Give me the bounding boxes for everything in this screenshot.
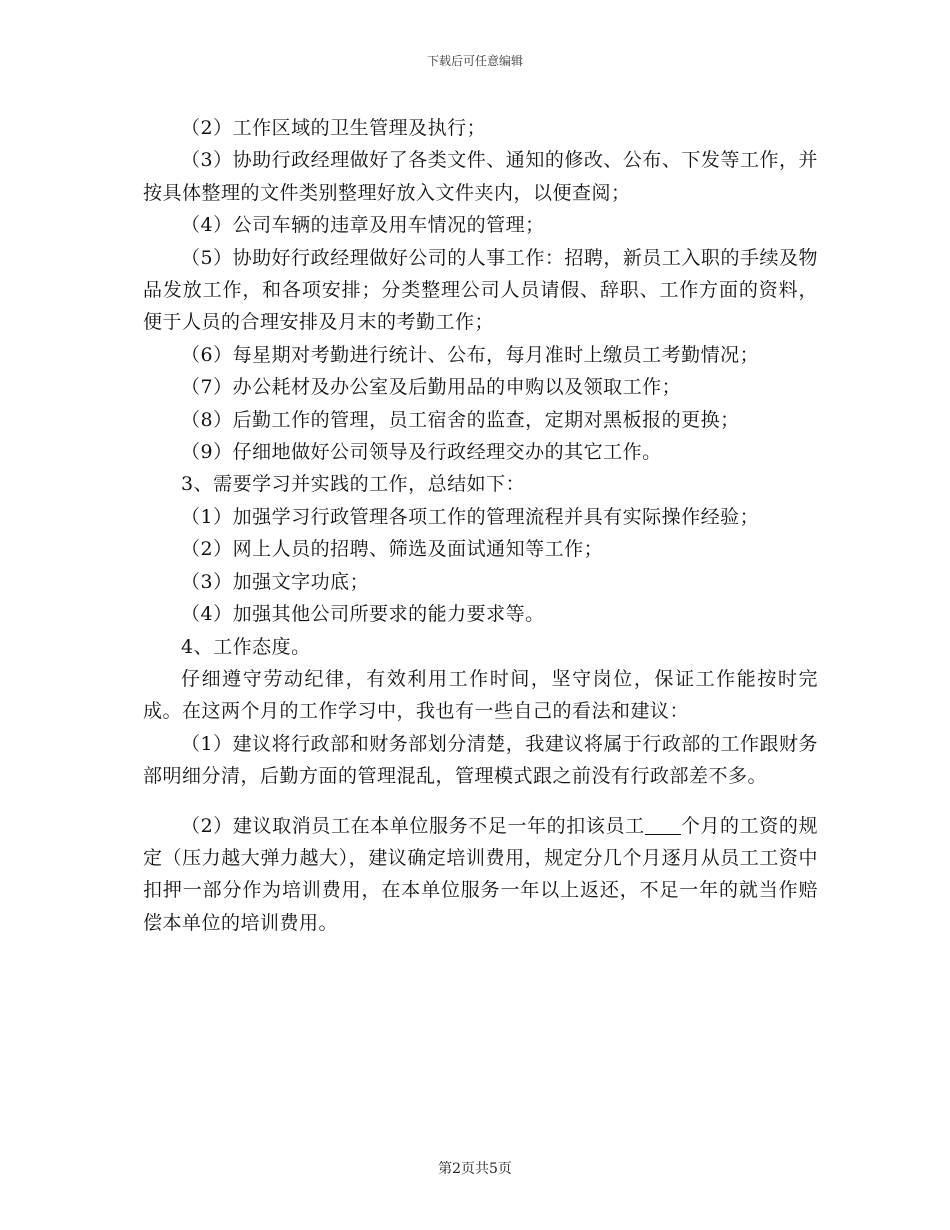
paragraph-item-8: （8）后勤工作的管理，员工宿舍的监查，定期对黑板报的更换； [181, 408, 740, 431]
paragraph-item-4: （4）公司车辆的违章及用车情况的管理； [181, 214, 545, 237]
suggestion-text-after: 个月的工资的规定（压力越大弹力越大），建议确定培训费用，规定分几个月逐月从员工工资中扣押一部分作为培训费用，在本单位服务一年以上返还，不足一年的就当作赔偿本单位的培训费用。 [143, 814, 818, 934]
study-item-4: （4）加强其他公司所要求的能力要求等。 [181, 603, 545, 626]
page-number: 第2页共5页 [438, 1161, 512, 1177]
paragraph-item-7: （7）办公耗材及办公室及后勤用品的申购以及领取工作； [181, 376, 682, 399]
document-body [143, 112, 818, 939]
study-item-2: （2）网上人员的招聘、筛选及面试通知等工作； [181, 538, 604, 561]
study-item-3: （3）加强文字功底； [181, 570, 370, 593]
suggestion-text-before: （2）建议取消员工在本单位服务不足一年的扣该员工 [181, 814, 645, 837]
paragraph-item-9: （9）仔细地做好公司领导及行政经理交办的其它工作。 [181, 441, 662, 464]
paragraph-item-3: （3）协助行政经理做好了各类文件、通知的修改、公布、下发等工作，并按具体整理的文件类别整理好放入文件夹内，以便查阅； [143, 149, 818, 204]
fill-in-blank [645, 816, 681, 835]
section-heading-4: 4、工作态度。 [181, 635, 311, 658]
suggestion-item-1: （1）建议将行政部和财务部划分清楚，我建议将属于行政部的工作跟财务部明细分清，后勤方面的管理混乱，管理模式跟之前没有行政部差不多。 [143, 732, 818, 788]
study-item-1: （1）加强学习行政管理各项工作的管理流程并具有实际操作经验； [181, 505, 760, 528]
paragraph-item-6: （6）每星期对考勤进行统计、公布，每月准时上缴员工考勤情况； [181, 343, 760, 366]
page-header: 下载后可任意编辑 [426, 54, 523, 68]
paragraph-item-2: （2）工作区域的卫生管理及执行； [181, 117, 487, 139]
suggestion-item-2 [143, 810, 818, 940]
paragraph-item-5: （5）协助好行政经理做好公司的人事工作：招聘，新员工入职的手续及物品发放工作，和各项安排；分类整理公司人员请假、辞职、工作方面的资料，便于人员的合理安排及月末的考勤工作； [143, 246, 818, 334]
attitude-paragraph: 仔细遵守劳动纪律，有效利用工作时间，坚守岗位，保证工作能按时完成。在这两个月的工作学习中，我也有一些自己的看法和建议： [143, 667, 818, 723]
section-heading-3: 3、需要学习并实践的工作，总结如下： [181, 473, 526, 496]
